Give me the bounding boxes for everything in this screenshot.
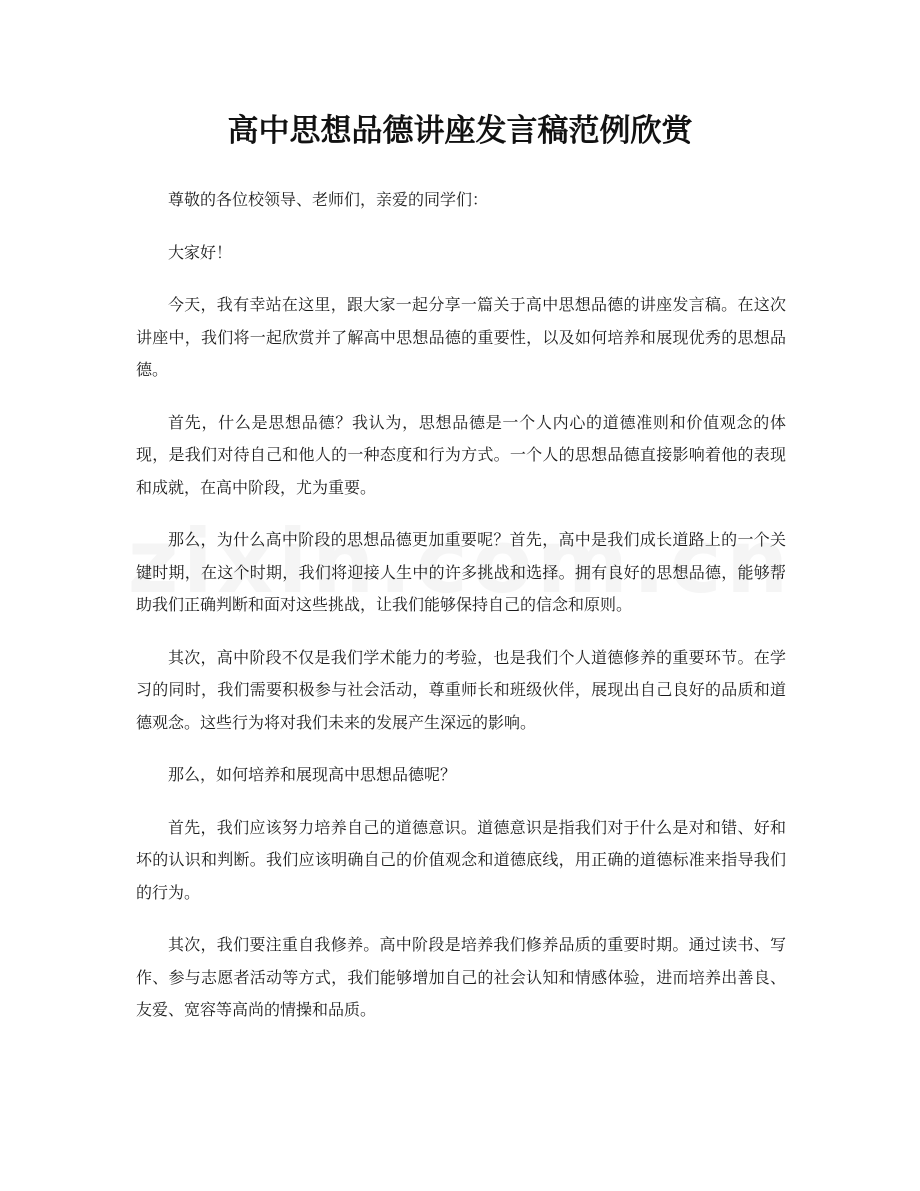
paragraph: 那么，如何培养和展现高中思想品德呢？ — [168, 765, 457, 784]
paragraph: 首先，什么是思想品德？我认为，思想品德是一个人内心的道德准则和价值观念的体现，是我们对待自己和他人的一种态度和行为方式。一个人的思想品德直接影响着他的表现和成就，在高中阶段，尤为重要。 — [136, 412, 786, 497]
document-body — [136, 184, 786, 1047]
paragraph: 今天，我有幸站在这里，跟大家一起分享一篇关于高中思想品德的讲座发言稿。在这次讲座中，我们将一起欣赏并了解高中思想品德的重要性，以及如何培养和展现优秀的思想品德。 — [136, 295, 786, 379]
document-title: 高中思想品德讲座发言稿范例欣赏 — [227, 113, 693, 149]
paragraph: 首先，我们应该努力培养自己的道德意识。道德意识是指我们对于什么是对和错、好和坏的认识和判断。我们应该明确自己的价值观念和道德底线，用正确的道德标准来指导我们的行为。 — [136, 817, 786, 902]
paragraph: 那么，为什么高中阶段的思想品德更加重要呢？首先，高中是我们成长道路上的一个关键时期，在这个时期，我们将迎接人生中的许多挑战和选择。拥有良好的思想品德，能够帮助我们正确判断和面对这些挑战，让我们能够保持自己的信念和原则。 — [136, 530, 786, 614]
paragraph-salutation: 尊敬的各位校领导、老师们，亲爱的同学们： — [168, 190, 489, 209]
paragraph-greeting: 大家好！ — [168, 242, 233, 262]
paragraph: 其次，高中阶段不仅是我们学术能力的考验，也是我们个人道德修养的重要环节。在学习的同时，我们需要积极参与社会活动，尊重师长和班级伙伴，展现出自己良好的品质和道德观念。这些行为将对我们未来的发展产生深远的影响。 — [136, 647, 786, 732]
paragraph: 其次，我们要注重自我修养。高中阶段是培养我们修养品质的重要时期。通过读书、写作、参与志愿者活动等方式，我们能够增加自己的社会认知和情感体验，进而培养出善良、友爱、宽容等高尚的情操和品质。 — [136, 935, 786, 1019]
